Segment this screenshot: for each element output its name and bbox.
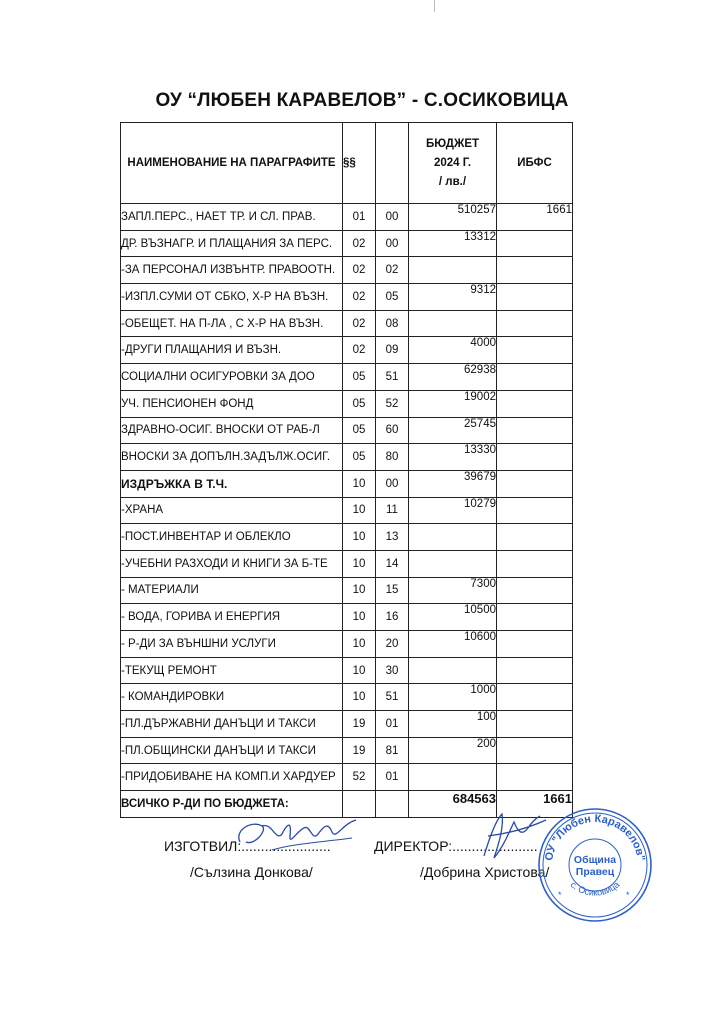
row-name: -ПРИДОБИВАНЕ НА КОМП.И ХАРДУЕР [121, 764, 343, 791]
row-budget: 510257 [409, 204, 497, 231]
total-label: ВСИЧКО Р-ДИ ПО БЮДЖЕТА: [121, 791, 343, 818]
stamp-star-right: * [626, 890, 630, 900]
row-name: ИЗДРЪЖКА В Т.Ч. [121, 470, 343, 497]
header-budget-line3: / лв./ [438, 175, 467, 188]
row-budget: 62938 [409, 364, 497, 391]
row-budget [409, 524, 497, 551]
row-subparagraph: 51 [376, 364, 409, 391]
stamp-outer-text: ОУ "Любен Каравелов" [543, 812, 647, 862]
row-ibfs [497, 604, 573, 631]
budget-table [120, 122, 573, 818]
row-name: -ПОСТ.ИНВЕНТАР И ОБЛЕКЛО [121, 524, 343, 551]
row-subparagraph: 20 [376, 631, 409, 658]
row-paragraph: 19 [343, 737, 376, 764]
row-budget [409, 550, 497, 577]
table-row [121, 470, 573, 497]
table-row [121, 364, 573, 391]
total-ibfs: 1661 [497, 791, 573, 818]
table-row [121, 657, 573, 684]
row-name: -ОБЕЩЕТ. НА П-ЛА , С Х-Р НА ВЪЗН. [121, 310, 343, 337]
row-subparagraph: 16 [376, 604, 409, 631]
row-budget: 100 [409, 711, 497, 738]
table-row [121, 524, 573, 551]
row-budget: 10279 [409, 497, 497, 524]
row-budget [409, 257, 497, 284]
row-paragraph: 10 [343, 604, 376, 631]
row-paragraph: 02 [343, 230, 376, 257]
row-subparagraph: 81 [376, 737, 409, 764]
row-ibfs [497, 257, 573, 284]
row-budget: 4000 [409, 337, 497, 364]
row-subparagraph: 13 [376, 524, 409, 551]
row-subparagraph: 60 [376, 417, 409, 444]
row-paragraph: 01 [343, 204, 376, 231]
row-ibfs [497, 390, 573, 417]
row-paragraph: 02 [343, 337, 376, 364]
row-subparagraph: 09 [376, 337, 409, 364]
row-budget [409, 657, 497, 684]
table-row [121, 310, 573, 337]
row-paragraph: 10 [343, 550, 376, 577]
row-ibfs [497, 764, 573, 791]
table-header-row [121, 123, 573, 204]
prepared-by-name: /Сълзина Донкова/ [190, 864, 313, 880]
header-paragraph: §§ [343, 123, 376, 204]
stamp-inner-line1: Община [573, 854, 617, 866]
row-name: -ДРУГИ ПЛАЩАНИЯ И ВЪЗН. [121, 337, 343, 364]
row-ibfs [497, 684, 573, 711]
row-subparagraph: 14 [376, 550, 409, 577]
row-paragraph: 52 [343, 764, 376, 791]
table-row [121, 577, 573, 604]
row-ibfs [497, 444, 573, 471]
stamp-bottom-text: с. Осиковица [568, 879, 622, 898]
row-budget: 1000 [409, 684, 497, 711]
row-paragraph: 10 [343, 631, 376, 658]
row-paragraph: 05 [343, 417, 376, 444]
row-ibfs [497, 417, 573, 444]
row-paragraph: 19 [343, 711, 376, 738]
prepared-by-label: ИЗГОТВИЛ:....................... [164, 838, 331, 854]
table-row [121, 230, 573, 257]
table-row [121, 684, 573, 711]
row-paragraph: 10 [343, 684, 376, 711]
row-subparagraph: 00 [376, 230, 409, 257]
row-name: -ИЗПЛ.СУМИ ОТ СБКО, Х-Р НА ВЪЗН. [121, 284, 343, 311]
table-row [121, 764, 573, 791]
header-subparagraph [376, 123, 409, 204]
row-subparagraph: 08 [376, 310, 409, 337]
row-name: -ПЛ.ОБЩИНСКИ ДАНЪЦИ И ТАКСИ [121, 737, 343, 764]
table-row [121, 204, 573, 231]
row-name: -ЗА ПЕРСОНАЛ ИЗВЪНТР. ПРАВООТН. [121, 257, 343, 284]
row-name: - МАТЕРИАЛИ [121, 577, 343, 604]
header-ibfs: ИБФС [497, 123, 573, 204]
row-ibfs [497, 711, 573, 738]
header-name: НАИМЕНОВАНИЕ НА ПАРАГРАФИТЕ [121, 123, 343, 204]
row-paragraph: 05 [343, 390, 376, 417]
row-ibfs [497, 337, 573, 364]
row-budget: 10600 [409, 631, 497, 658]
table-row [121, 257, 573, 284]
row-name: -УЧЕБНИ РАЗХОДИ И КНИГИ ЗА Б-ТЕ [121, 550, 343, 577]
stamp-star-left: * [558, 890, 562, 900]
row-ibfs [497, 631, 573, 658]
table-row [121, 497, 573, 524]
row-ibfs [497, 364, 573, 391]
row-budget: 7300 [409, 577, 497, 604]
row-budget: 19002 [409, 390, 497, 417]
row-name: ЗДРАВНО-ОСИГ. ВНОСКИ ОТ РАБ-Л [121, 417, 343, 444]
table-row [121, 631, 573, 658]
row-paragraph: 02 [343, 310, 376, 337]
row-ibfs [497, 737, 573, 764]
row-name: - КОМАНДИРОВКИ [121, 684, 343, 711]
row-name: ЗАПЛ.ПЕРС., НАЕТ ТР. И СЛ. ПРАВ. [121, 204, 343, 231]
stamp-inner-line2: Правец [575, 866, 615, 878]
preparer-signature [232, 812, 362, 862]
row-subparagraph: 11 [376, 497, 409, 524]
row-subparagraph: 01 [376, 711, 409, 738]
row-name: - ВОДА, ГОРИВА И ЕНЕРГИЯ [121, 604, 343, 631]
row-paragraph: 10 [343, 470, 376, 497]
table-row [121, 711, 573, 738]
row-ibfs [497, 470, 573, 497]
row-subparagraph: 80 [376, 444, 409, 471]
header-budget-line1: БЮДЖЕТ [425, 137, 480, 150]
row-name: УЧ. ПЕНСИОНЕН ФОНД [121, 390, 343, 417]
row-budget: 25745 [409, 417, 497, 444]
row-budget: 10500 [409, 604, 497, 631]
row-paragraph: 10 [343, 657, 376, 684]
header-budget [409, 123, 497, 204]
table-row [121, 604, 573, 631]
row-budget [409, 310, 497, 337]
official-stamp [536, 806, 654, 924]
row-subparagraph: 00 [376, 204, 409, 231]
row-ibfs [497, 310, 573, 337]
row-ibfs [497, 577, 573, 604]
row-subparagraph: 52 [376, 390, 409, 417]
director-label: ДИРЕКТОР:...................... [374, 838, 538, 854]
row-subparagraph: 01 [376, 764, 409, 791]
row-budget: 13312 [409, 230, 497, 257]
row-subparagraph: 05 [376, 284, 409, 311]
row-ibfs [497, 230, 573, 257]
table-row [121, 550, 573, 577]
row-subparagraph: 30 [376, 657, 409, 684]
row-name: ВНОСКИ ЗА ДОПЪЛН.ЗАДЪЛЖ.ОСИГ. [121, 444, 343, 471]
row-paragraph: 10 [343, 577, 376, 604]
row-ibfs [497, 550, 573, 577]
row-paragraph: 05 [343, 444, 376, 471]
row-subparagraph: 15 [376, 577, 409, 604]
row-budget [409, 764, 497, 791]
table-row [121, 417, 573, 444]
row-paragraph: 10 [343, 524, 376, 551]
row-ibfs: 1661 [497, 204, 573, 231]
scan-artifact-line [434, 0, 435, 12]
row-name: -ХРАНА [121, 497, 343, 524]
table-row [121, 444, 573, 471]
header-budget-line2: 2024 Г. [433, 156, 472, 169]
row-name: -ПЛ.ДЪРЖАВНИ ДАНЪЦИ И ТАКСИ [121, 711, 343, 738]
total-budget: 684563 [409, 791, 497, 818]
total-subparagraph-cell [376, 791, 409, 818]
row-paragraph: 02 [343, 284, 376, 311]
row-ibfs [497, 284, 573, 311]
row-paragraph: 10 [343, 497, 376, 524]
row-paragraph: 05 [343, 364, 376, 391]
row-budget: 13330 [409, 444, 497, 471]
row-budget: 200 [409, 737, 497, 764]
row-subparagraph: 00 [376, 470, 409, 497]
table-body [121, 204, 573, 791]
row-name: -ТЕКУЩ РЕМОНТ [121, 657, 343, 684]
row-name: - Р-ДИ ЗА ВЪНШНИ УСЛУГИ [121, 631, 343, 658]
row-ibfs [497, 524, 573, 551]
page-title: ОУ “ЛЮБЕН КАРАВЕЛОВ” - С.ОСИКОВИЦА [155, 90, 569, 111]
director-name: /Добрина Христова/ [420, 864, 550, 880]
row-budget: 39679 [409, 470, 497, 497]
row-paragraph: 02 [343, 257, 376, 284]
row-ibfs [497, 497, 573, 524]
row-name: ДР. ВЪЗНАГР. И ПЛАЩАНИЯ ЗА ПЕРС. [121, 230, 343, 257]
row-budget: 9312 [409, 284, 497, 311]
table-row [121, 737, 573, 764]
table-row [121, 284, 573, 311]
svg-text:с. Осиковица [569, 879, 622, 897]
table-row [121, 337, 573, 364]
row-ibfs [497, 657, 573, 684]
row-subparagraph: 51 [376, 684, 409, 711]
row-subparagraph: 02 [376, 257, 409, 284]
table-row [121, 390, 573, 417]
row-name: СОЦИАЛНИ ОСИГУРОВКИ ЗА ДОО [121, 364, 343, 391]
